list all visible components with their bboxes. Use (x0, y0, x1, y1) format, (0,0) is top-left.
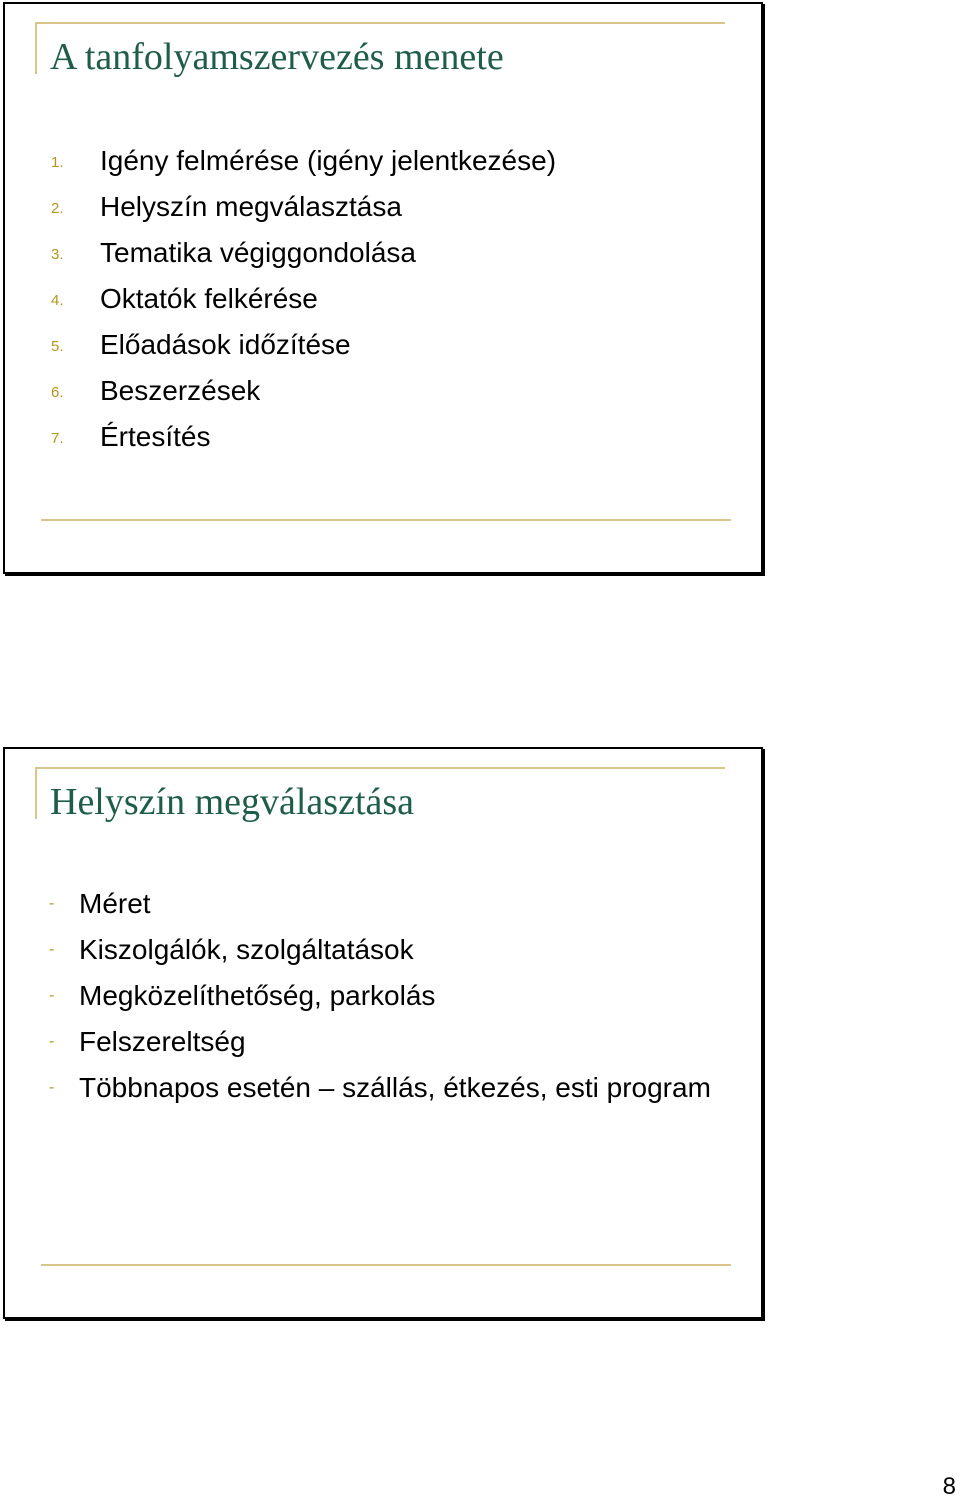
slide-2-bottom-rule (41, 1264, 731, 1266)
list-item-text: Megközelíthetőség, parkolás (79, 980, 436, 1011)
list-item-number: 5. (51, 338, 64, 355)
list-item (51, 276, 556, 322)
list-item (49, 885, 729, 923)
list-item-number: 2. (51, 200, 64, 217)
list-item-dash: - (49, 1079, 55, 1096)
list-item-number: 6. (51, 384, 64, 401)
list-item (51, 184, 556, 230)
list-item (49, 931, 729, 969)
list-item-text: Beszerzések (100, 375, 261, 406)
slide-1-title: A tanfolyamszervezés menete (50, 36, 504, 78)
list-item (51, 230, 556, 276)
list-item-dash: - (49, 941, 55, 958)
list-item-text: Oktatók felkérése (100, 283, 318, 314)
list-item-dash: - (49, 1033, 55, 1050)
slide-1 (3, 2, 763, 574)
list-item-text: Felszereltség (79, 1026, 246, 1057)
list-item-text: Többnapos esetén – szállás, étkezés, esti program (79, 1072, 711, 1103)
slide-1-bottom-rule (41, 519, 731, 521)
list-item-text: Értesítés (100, 421, 211, 452)
list-item-number: 7. (51, 430, 64, 447)
list-item (51, 138, 556, 184)
list-item-text: Tematika végiggondolása (100, 237, 416, 268)
list-item-dash: - (49, 895, 55, 912)
list-item-text: Igény felmérése (igény jelentkezése) (100, 145, 557, 176)
list-item-text: Előadások időzítése (100, 329, 351, 360)
slide-2-title: Helyszín megválasztása (50, 781, 415, 823)
list-item-dash: - (49, 987, 55, 1004)
list-item-number: 1. (51, 154, 64, 171)
slide-1-numbered-list (51, 138, 556, 460)
list-item-text: Méret (79, 888, 151, 919)
list-item (51, 368, 556, 414)
list-item (51, 414, 556, 460)
list-item-number: 4. (51, 292, 64, 309)
list-item-number: 3. (51, 246, 64, 263)
list-item-text: Kiszolgálók, szolgáltatások (79, 934, 414, 965)
list-item (49, 1069, 729, 1107)
slide-2-bullet-list (49, 885, 729, 1115)
list-item (51, 322, 556, 368)
page-number: 8 (942, 1473, 956, 1500)
list-item (49, 977, 729, 1015)
list-item (49, 1023, 729, 1061)
slide-2 (3, 747, 763, 1319)
list-item-text: Helyszín megválasztása (100, 191, 402, 222)
